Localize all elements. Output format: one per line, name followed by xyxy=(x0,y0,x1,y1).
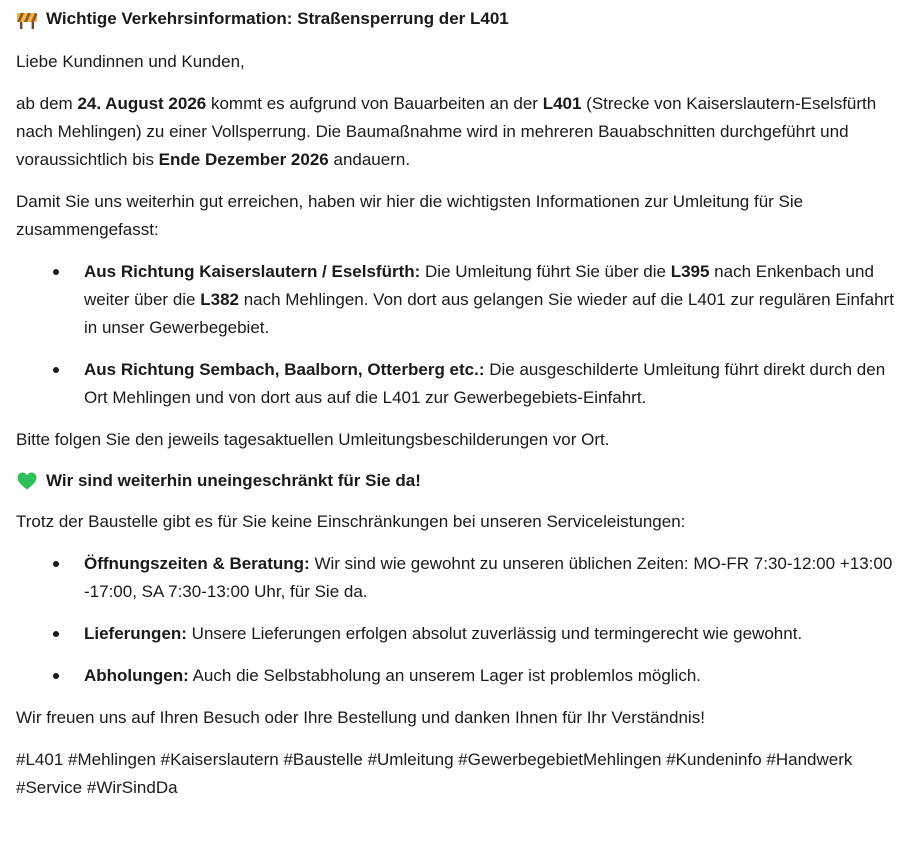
bullet xyxy=(53,367,59,373)
service-list xyxy=(16,550,905,690)
service-intro: Trotz der Baustelle gibt es für Sie keine Einschränkungen bei unseren Serviceleistungen: xyxy=(16,512,686,531)
heading-traffic-info-text: Wichtige Verkehrsinformation: Straßensperrung der L401 xyxy=(46,9,509,28)
greeting: Liebe Kundinnen und Kunden, xyxy=(16,52,245,71)
road-name: L401 xyxy=(542,94,582,113)
heading-service-text: Wir sind weiterhin uneingeschränkt für Sie da! xyxy=(46,471,421,490)
heading-service xyxy=(16,468,905,494)
closing-paragraph: Wir freuen uns auf Ihren Besuch oder Ihre Bestellung und danken Ihnen für Ihr Verständnis! xyxy=(16,708,705,727)
service-item-deliveries: Lieferungen: Unsere Lieferungen erfolgen absolut zuverlässig und termingerecht wie gewohnt. xyxy=(16,620,905,648)
bullet xyxy=(53,673,59,679)
start-date: 24. August 2026 xyxy=(77,94,207,113)
service-item-hours: Öffnungszeiten & Beratung: Wir sind wie gewohnt zu unseren üblichen Zeiten: MO-FR 7:30-12:00 +13:00 -17:00, SA 7:30-13:00 Uhr, für Sie da. xyxy=(16,550,905,606)
heading-traffic-info xyxy=(16,6,905,32)
detour-list xyxy=(16,258,905,412)
bullet xyxy=(53,269,59,275)
follow-paragraph: Bitte folgen Sie den jeweils tagesaktuellen Umleitungsbeschilderungen vor Ort. xyxy=(16,430,610,449)
reach-paragraph: Damit Sie uns weiterhin gut erreichen, haben wir hier die wichtigsten Informationen zur Umleitung für Sie zusammengefasst: xyxy=(16,192,804,239)
bullet xyxy=(53,561,59,567)
end-date: Ende Dezember 2026 xyxy=(158,150,329,169)
intro-paragraph: ab dem 24. August 2026 kommt es aufgrund von Bauarbeiten an der L401 (Strecke von Kaiserslautern-Eselsfürth nach Mehlingen) zu einer Vollsperrung. Die Baumaßnahme wird in mehreren Bauabschnitten durchgeführt und voraussichtlich bis Ende Dezember 2026 andauern. xyxy=(16,94,877,169)
detour-item-kaiserslautern: Aus Richtung Kaiserslautern / Eselsfürth: Die Umleitung führt Sie über die L395 nach Enkenbach und weiter über die L382 nach Mehlingen. Von dort aus gelangen Sie wieder auf die L401 zur regulären Einfahrt in unser Gewerbegebiet. xyxy=(16,258,905,342)
bullet xyxy=(53,631,59,637)
green-heart-icon xyxy=(16,470,38,492)
service-item-pickups: Abholungen: Auch die Selbstabholung an unserem Lager ist problemlos möglich. xyxy=(16,662,905,690)
hashtags: #L401 #Mehlingen #Kaiserslautern #Baustelle #Umleitung #GewerbegebietMehlingen #Kundeninfo #Handwerk #Service #WirSindDa xyxy=(16,750,853,797)
detour-item-sembach: Aus Richtung Sembach, Baalborn, Otterberg etc.: Die ausgeschilderte Umleitung führt direkt durch den Ort Mehlingen und von dort aus auf die L401 zur Gewerbegebiets-Einfahrt. xyxy=(16,356,905,412)
construction-barrier-icon xyxy=(16,8,38,30)
